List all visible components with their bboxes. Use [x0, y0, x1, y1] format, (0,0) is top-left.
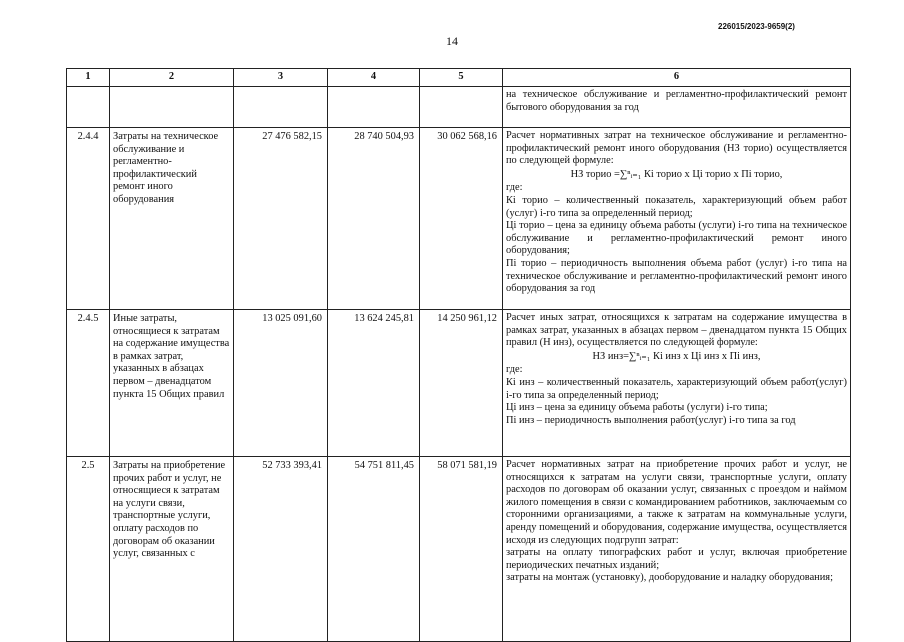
description-intro: Расчет нормативных затрат на техническое обслуживание и регламентно-профилактический ремонт иного оборудования (НЗ торио) осуществляется по следующей формуле:: [506, 130, 847, 167]
description-cell: [503, 87, 851, 128]
row-name: Затраты на приобретение прочих работ и услуг, не относящиеся к затратам на услуги связи, транспортные услуги, оплату расходов по договорам об оказании услуг, связанных с: [110, 457, 234, 642]
value-year-2: 54 751 811,45: [328, 457, 420, 642]
page-number: 14: [446, 34, 458, 48]
table-row: [67, 87, 851, 128]
description-intro: Расчет нормативных затрат на приобретение прочих работ и услуг, не относящихся к затратам на услуги связи, транспортные услуги, оплату расходов по договорам об оказании услуг, связанных с проездом и наймом жилого помещения в связи с командированием работников, заключаемым со сторонними организациями, а также к затратам на коммунальные услуги, аренду помещений и оборудования, содержание имущества, осуществляется исходя из следующих подгрупп затрат:: [506, 459, 847, 546]
row-code: 2.4.5: [67, 310, 110, 457]
definition: затраты на оплату типографских работ и услуг, включая приобретение периодических печатных изданий;: [506, 547, 847, 571]
where-label: где:: [506, 182, 523, 194]
row-name: Затраты на техническое обслуживание и регламентно-профилактический ремонт иного оборудования: [110, 128, 234, 310]
definition: Пi инз – периодичность выполнения работ(услуг) i-го типа за год: [506, 414, 796, 426]
header-cell: 2: [110, 69, 234, 87]
cost-table: [66, 68, 851, 642]
header-cell: 4: [328, 69, 420, 87]
table-row: [67, 457, 851, 642]
description-intro: Расчет иных затрат, относящихся к затратам на содержание имущества в рамках затрат, указанных в абзацах первом – двенадцатом пункта 15 Общих правил (Н инз), осуществляется по следующей формуле:: [506, 312, 847, 349]
definition: Кi торио – количественный показатель, характеризующий объем работ (услуг) i-го типа за определенный период;: [506, 194, 847, 219]
header-row: [67, 69, 851, 87]
value-year-2: 28 740 504,93: [328, 128, 420, 310]
header-cell: 5: [420, 69, 503, 87]
value-year-2: 13 624 245,81: [328, 310, 420, 457]
value-year-1: 27 476 582,15: [234, 128, 328, 310]
row-code: 2.4.4: [67, 128, 110, 310]
header-cell: 3: [234, 69, 328, 87]
header-cell: 1: [67, 69, 110, 87]
header-cell: 6: [503, 69, 851, 87]
value-year-1: 52 733 393,41: [234, 457, 328, 642]
where-label: где:: [506, 364, 523, 376]
value-year-3: 58 071 581,19: [420, 457, 503, 642]
table-row: [67, 310, 851, 457]
formula: НЗ инз=∑ⁿᵢ₌₁ Кi инз х Цi инз х Пi инз,: [592, 350, 761, 362]
definition: Пi торио – периодичность выполнения объема работ (услуг) i-го типа на техническое обслуживание и регламентно-профилактический ремонт иного оборудования за год: [506, 257, 847, 295]
row-code: 2.5: [67, 457, 110, 642]
table-row: [67, 128, 851, 310]
document-id: 226015/2023-9659(2): [718, 22, 795, 31]
definition: Цi инз – цена за единицу объема работы (услуги) i-го типа;: [506, 402, 768, 414]
value-year-3: 30 062 568,16: [420, 128, 503, 310]
value-year-3: 14 250 961,12: [420, 310, 503, 457]
description-cell: [503, 457, 851, 642]
description-cell: [503, 310, 851, 457]
definition: Кi инз – количественный показатель, характеризующий объем работ(услуг) i-го типа за определенный период;: [506, 376, 847, 401]
row-name: Иные затраты, относящиеся к затратам на содержание имущества в рамках затрат, указанных в абзацах первом – двенадцатом пункта 15 Общих правил: [110, 310, 234, 457]
description-cell: [503, 128, 851, 310]
definition: Цi торио – цена за единицу объема работы (услуги) i-го типа на техническое обслуживание и регламентно-профилактический ремонт иного оборудования;: [506, 220, 847, 257]
definition: затраты на монтаж (установку), дооборудование и наладку оборудования;: [506, 572, 833, 584]
value-year-1: 13 025 091,60: [234, 310, 328, 457]
description-text: на техническое обслуживание и регламентно-профилактический ремонт бытового оборудования за год: [506, 89, 847, 113]
formula: НЗ торио =∑ⁿᵢ₌₁ Кi торио х Цi торио х Пi торио,: [570, 168, 783, 180]
